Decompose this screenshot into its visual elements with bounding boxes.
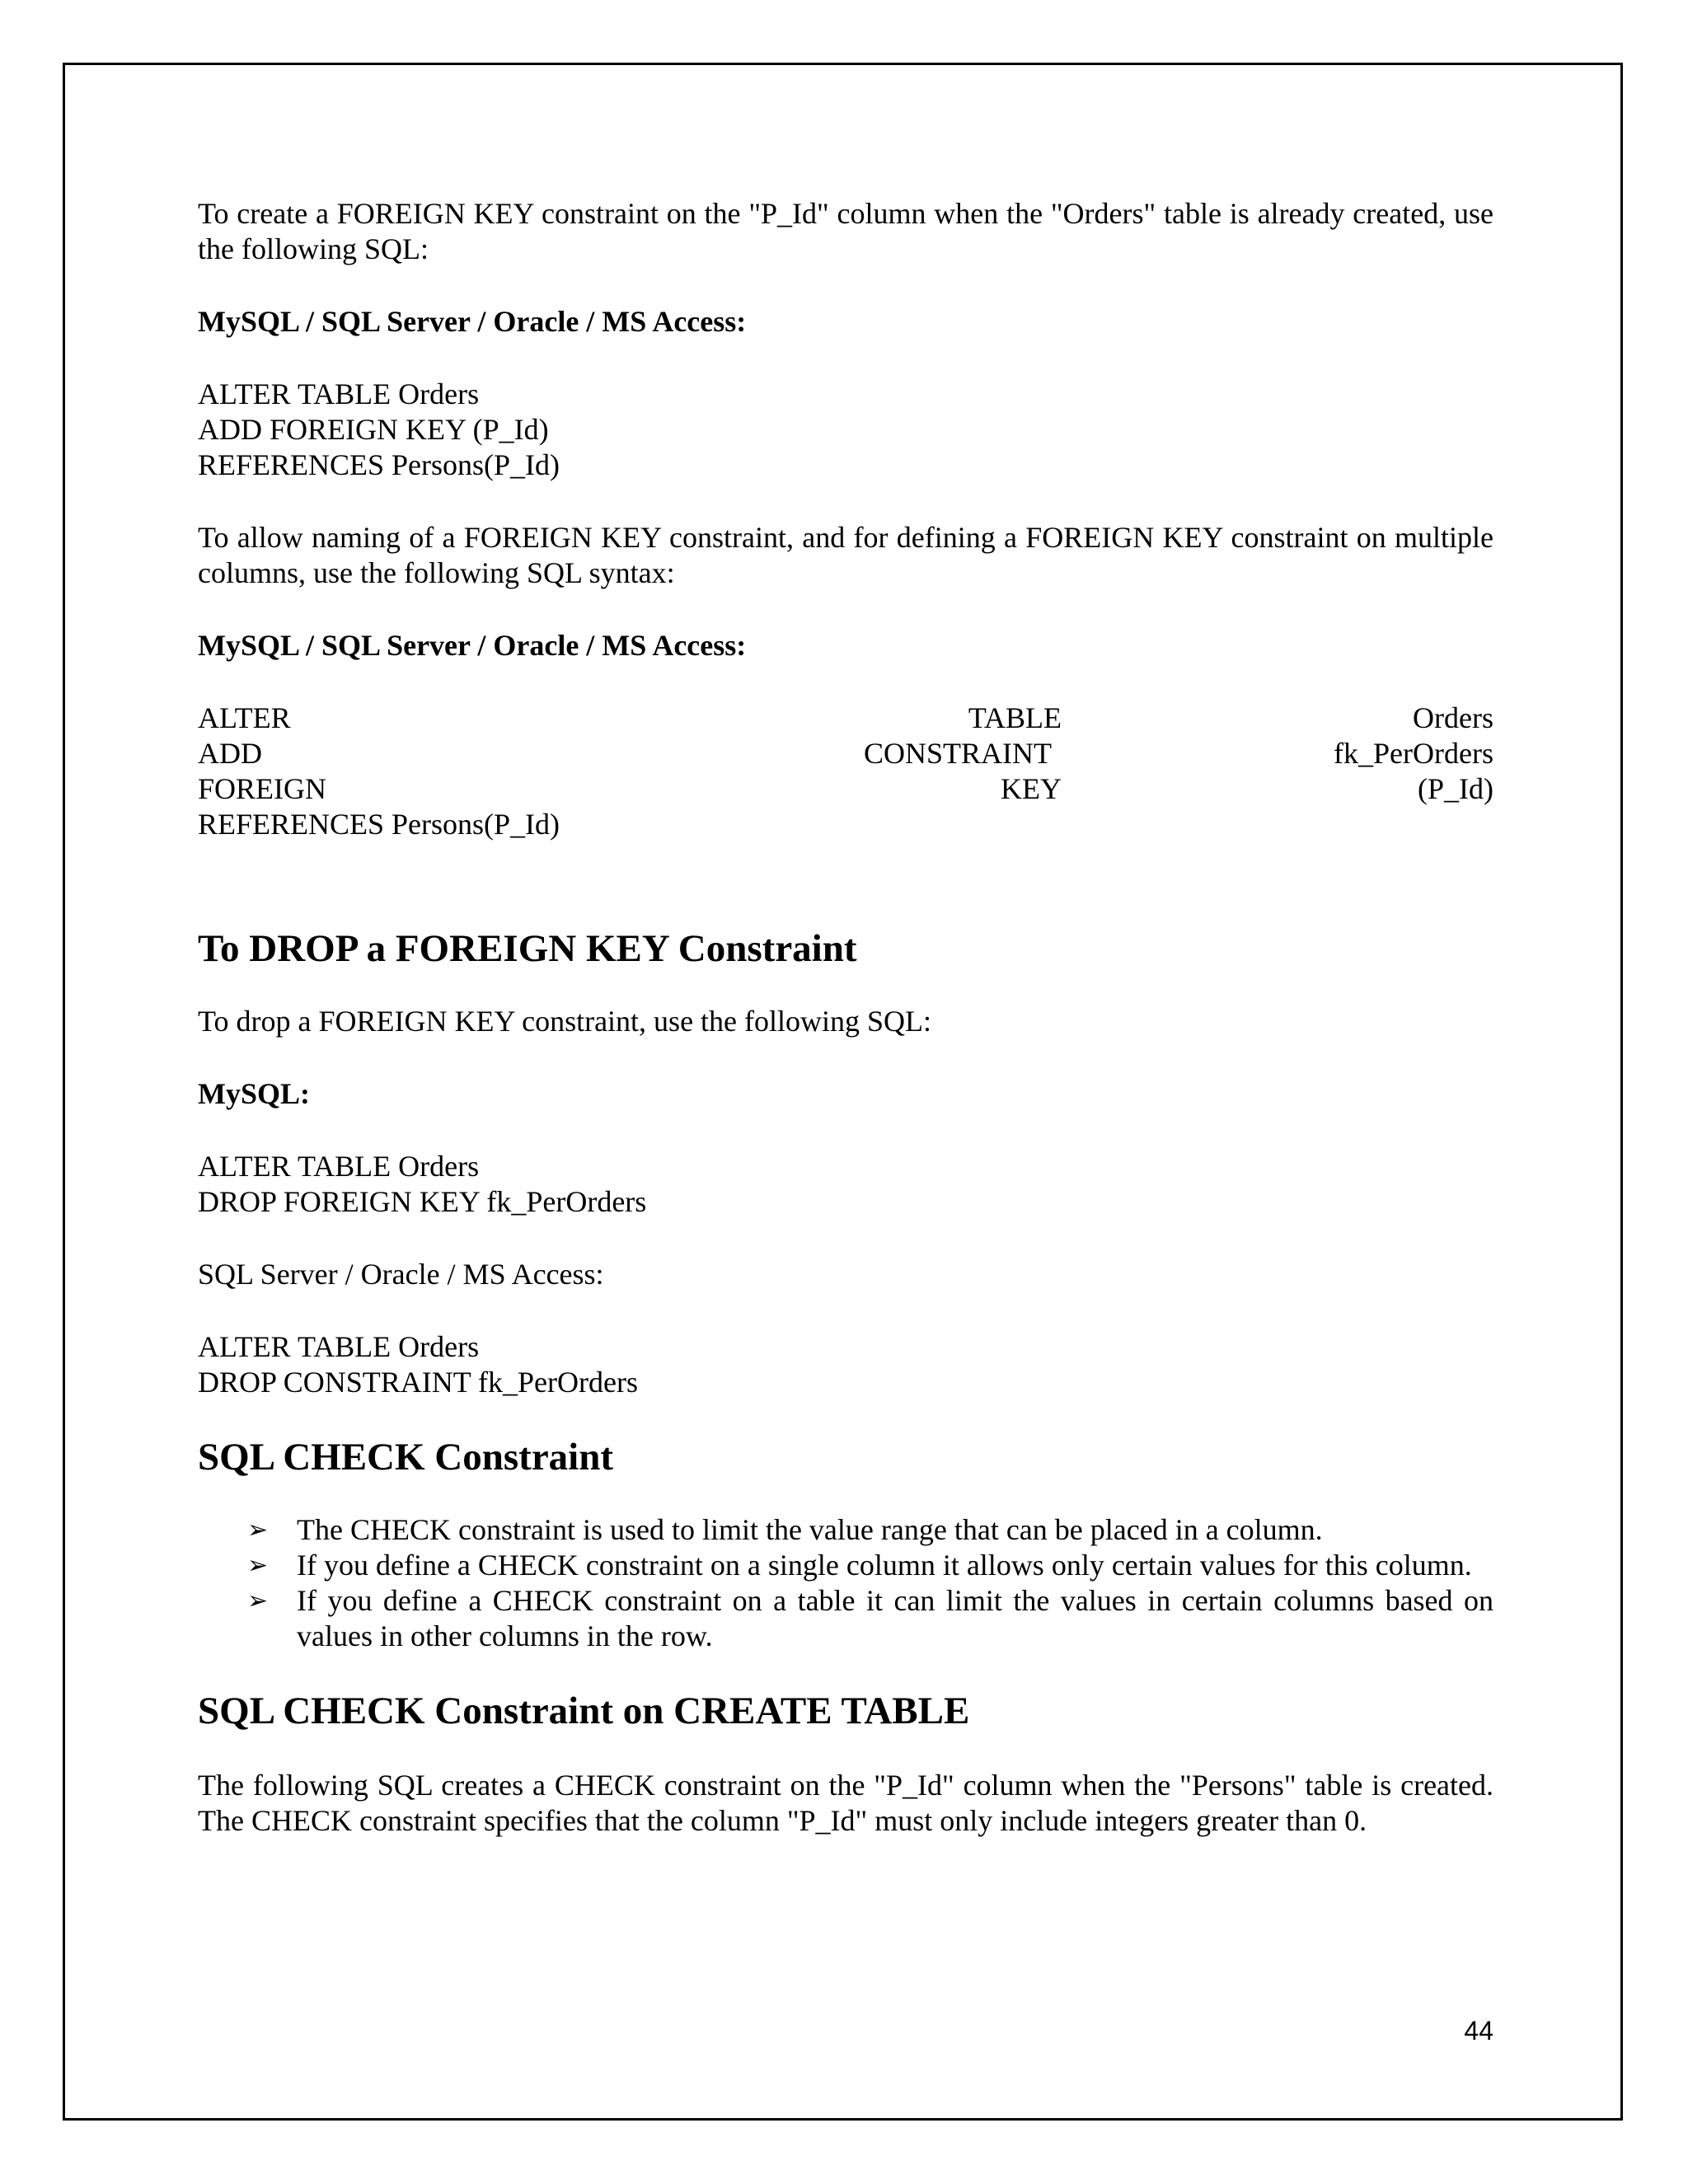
code-word: ALTER — [198, 701, 291, 734]
code-block — [198, 377, 1493, 483]
arrow-bullet-icon: ➢ — [247, 1551, 269, 1580]
code-line: ALTER TABLE Orders — [198, 1150, 480, 1183]
code-word: CONSTRAINT — [863, 737, 1052, 770]
code-line: ALTER TABLE Orders — [198, 1330, 480, 1363]
heading-check-constraint: SQL CHECK Constraint — [198, 1436, 614, 1479]
code-row — [198, 736, 1493, 771]
paragraph-check-create-intro: The following SQL creates a CHECK constraint on the "P_Id" column when the "Persons" table is created. The CHECK constraint specifies that the column "P_Id" must only include integers greater than 0. — [198, 1769, 1493, 1837]
list-item-text: If you define a CHECK constraint on a single column it allows only certain values for this column. — [297, 1549, 1472, 1582]
code-block-justified — [198, 701, 1493, 842]
code-line: ADD FOREIGN KEY (P_Id) — [198, 413, 549, 446]
paragraph-fk-alter-intro: To create a FOREIGN KEY constraint on the "P_Id" column when the "Orders" table is already created, use the following SQL: — [198, 197, 1493, 265]
list-item — [247, 1548, 1493, 1583]
arrow-bullet-icon: ➢ — [247, 1516, 269, 1544]
list-item-text: The CHECK constraint is used to limit the value range that can be placed in a column. — [297, 1513, 1323, 1546]
code-row — [198, 771, 1493, 807]
db-label: MySQL / SQL Server / Oracle / MS Access: — [198, 305, 747, 338]
code-word: KEY — [1001, 772, 1062, 805]
code-word: fk_PerOrders — [1334, 737, 1493, 770]
code-word: Orders — [1413, 701, 1493, 734]
db-label-mysql: MySQL: — [198, 1077, 311, 1110]
code-line: ALTER TABLE Orders — [198, 377, 480, 410]
code-word: TABLE — [968, 701, 1062, 734]
bullet-list — [198, 1512, 1493, 1654]
list-item-text: If you define a CHECK constraint on a table it can limit the values in certain columns based on values in other columns in the row. — [297, 1584, 1493, 1652]
code-line: REFERENCES Persons(P_Id) — [198, 808, 560, 841]
code-line: DROP CONSTRAINT fk_PerOrders — [198, 1366, 638, 1399]
heading-check-create-table: SQL CHECK Constraint on CREATE TABLE — [198, 1690, 970, 1732]
code-block — [198, 1149, 1493, 1220]
db-label: MySQL / SQL Server / Oracle / MS Access: — [198, 629, 747, 662]
arrow-bullet-icon: ➢ — [247, 1586, 269, 1615]
page-content — [198, 196, 1493, 1839]
db-label-other: SQL Server / Oracle / MS Access: — [198, 1258, 604, 1291]
list-item — [247, 1583, 1493, 1654]
code-word: FOREIGN — [198, 772, 327, 805]
code-line: DROP FOREIGN KEY fk_PerOrders — [198, 1185, 647, 1218]
code-word: (P_Id) — [1418, 772, 1493, 805]
code-line: REFERENCES Persons(P_Id) — [198, 448, 560, 481]
code-word: ADD — [198, 737, 262, 770]
list-item — [247, 1512, 1493, 1548]
code-row — [198, 701, 1493, 736]
page-number: 44 — [1464, 2016, 1493, 2046]
paragraph-fk-named-intro: To allow naming of a FOREIGN KEY constraint, and for defining a FOREIGN KEY constraint on multiple columns, use the following SQL syntax: — [198, 521, 1493, 589]
paragraph-drop-intro: To drop a FOREIGN KEY constraint, use the following SQL: — [198, 1005, 932, 1038]
heading-drop-foreign-key: To DROP a FOREIGN KEY Constraint — [198, 927, 857, 970]
code-block — [198, 1329, 1493, 1400]
